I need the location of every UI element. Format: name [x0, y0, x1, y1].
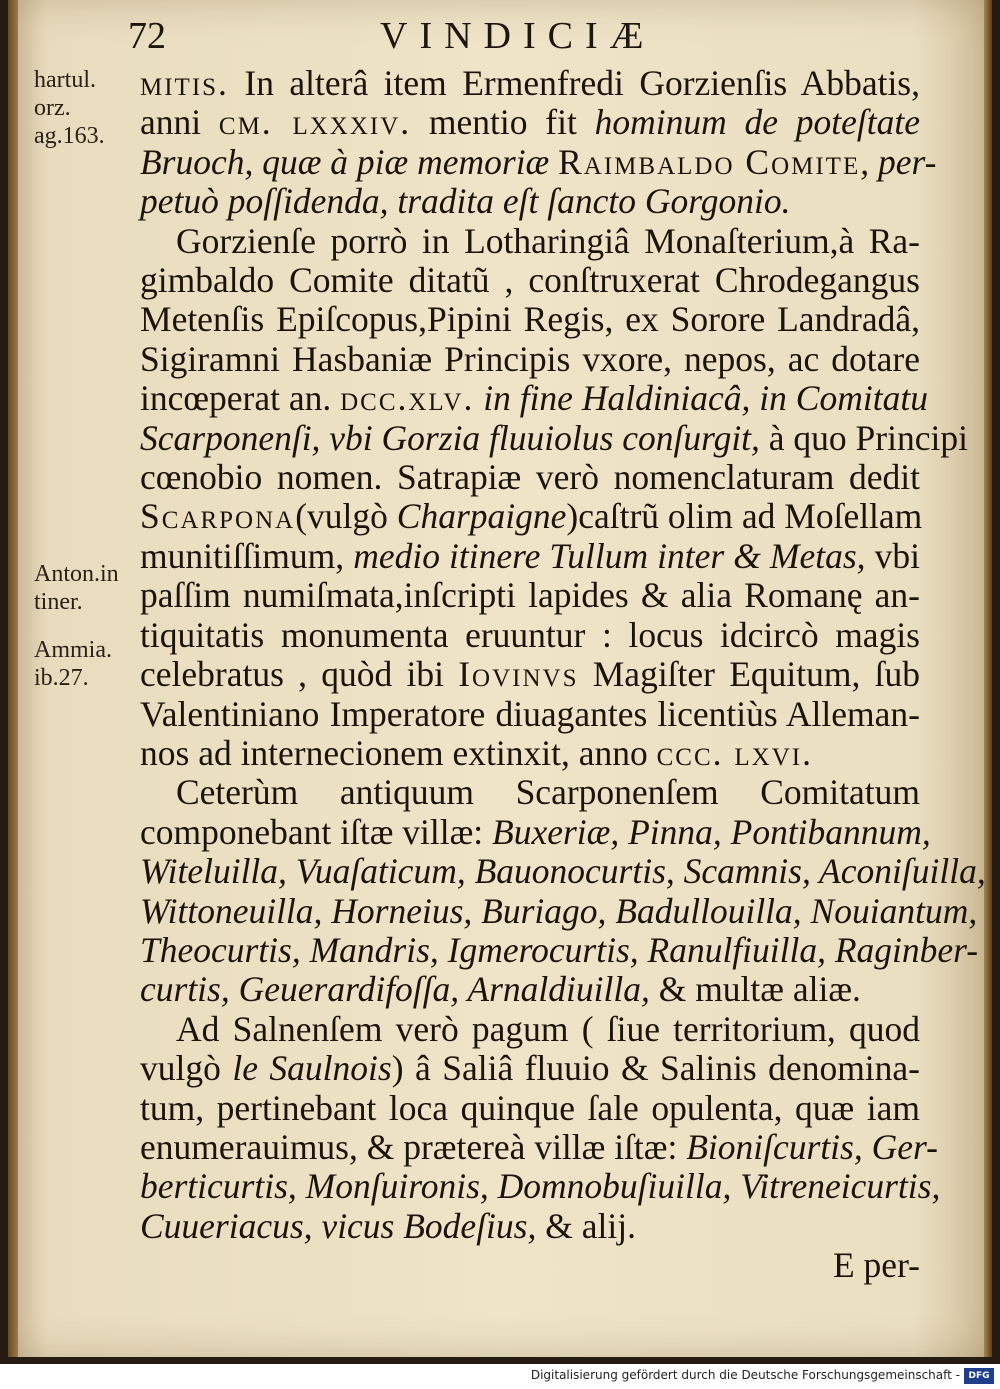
catchword	[140, 1246, 920, 1285]
text-line	[140, 929, 979, 970]
text-segment: componebant iſtæ villæ:	[140, 811, 493, 852]
text-line	[140, 1207, 920, 1246]
page-header	[0, 14, 1000, 62]
text-line	[140, 496, 923, 537]
text-segment: Magiſter Equitum, ſub	[578, 654, 920, 695]
text-segment: hominum de poteſtate	[594, 102, 921, 143]
text-segment: Charpaigne	[396, 496, 567, 537]
text-line	[140, 537, 920, 576]
text-segment: gimbaldo Comite ditatũ , conſtruxerat Chrodegangus	[140, 260, 920, 301]
text-segment: Gorzienſe porrò in Lotharingiâ Monaſterium,à Ra-	[176, 220, 920, 261]
text-line	[140, 695, 920, 734]
running-title: VINDICIÆ	[380, 15, 656, 57]
text-line	[140, 340, 920, 379]
margin-note: Ammia. ib.27.	[34, 637, 112, 691]
dfg-logo-icon: DFG	[964, 1368, 994, 1384]
text-line	[140, 811, 931, 852]
text-segment: & alij.	[536, 1205, 636, 1246]
text-line	[140, 417, 968, 458]
text-segment: vbi	[865, 535, 920, 576]
text-segment: Ad Salnenſem verò pagum ( ſiue territorium, quod	[176, 1008, 920, 1049]
text-segment: cœnobio nomen. Satrapiæ verò nomenclaturam dedit	[140, 457, 920, 498]
text-segment: in fine Haldiniacâ, in Comitatu	[474, 378, 928, 419]
text-segment: Ceterùm antiquum Scarponenſem Comitatum	[176, 772, 920, 813]
text-segment: Witeluilla, Vuaſaticum, Bauonocurtis, Scamnis, Aconiſuilla,	[140, 851, 986, 892]
text-line	[140, 970, 920, 1009]
digitization-footer	[0, 1364, 1000, 1389]
text-segment: enumerauimus, & prætereà villæ iſtæ:	[140, 1126, 687, 1167]
text-segment: munitiſſimum,	[140, 535, 354, 576]
text-line	[140, 576, 920, 615]
text-segment: ccc. lxvi.	[656, 732, 813, 773]
text-line	[140, 378, 928, 419]
text-line	[140, 103, 920, 142]
text-line	[140, 458, 920, 497]
text-segment: medio itinere Tullum inter & Metas,	[353, 535, 866, 576]
text-segment: Valentiniano Imperatore diuagantes licentiùs Alleman-	[140, 693, 920, 734]
text-segment: le Saulnois	[232, 1048, 392, 1089]
text-segment: Sigiramni Hasbaniæ Principis vxore, nepos, ac dotare	[140, 338, 920, 379]
text-segment: (vulgò	[295, 496, 397, 537]
text-line	[140, 1010, 920, 1049]
text-segment: curtis, Geuerardifoſſa, Arnaldiuilla,	[140, 969, 650, 1010]
text-segment: Bruoch, quæ à piæ memoriæ	[140, 141, 559, 182]
text-segment: anni	[140, 102, 219, 143]
text-line	[140, 1049, 920, 1088]
main-text-block	[140, 63, 986, 1286]
text-segment: Metenſis Epiſcopus,Pipini Regis, ex Sorore Landradâ,	[140, 299, 920, 340]
text-segment: mitis.	[140, 63, 229, 103]
text-segment: Theocurtis, Mandris, Igmerocurtis, Ranulfiuilla, Raginber-	[140, 929, 979, 970]
margin-note: hartul. orz. ag.163.	[34, 67, 105, 149]
text-line	[140, 300, 920, 339]
text-segment: , per-	[860, 141, 937, 182]
footer-credit: Digitalisierung gefördert durch die Deutsche Forschungsgemeinschaft -	[530, 1368, 960, 1382]
text-segment: & multæ aliæ.	[649, 969, 861, 1010]
text-segment: ) â Saliâ fluuio & Salinis denomina-	[391, 1048, 920, 1089]
text-segment: )caſtrũ olim ad Moſellam	[566, 496, 923, 537]
text-line	[140, 1089, 920, 1128]
page-number: 72	[128, 15, 166, 57]
text-line	[140, 616, 920, 655]
text-segment: tum, pertinebant loca quinque ſale opulenta, quæ iam	[140, 1087, 920, 1128]
text-segment: nos ad internecionem extinxit, anno	[140, 732, 657, 773]
page-right-edge	[984, 0, 992, 1357]
page-left-edge	[8, 0, 18, 1357]
text-segment: Wittoneuilla, Horneius, Buriago, Badullouilla, Nouiantum,	[140, 890, 978, 931]
text-segment: dcc.xlv.	[340, 378, 475, 419]
text-segment: petuò poſſidenda, tradita eſt ſancto Gorgonio.	[140, 181, 791, 222]
text-line	[140, 261, 920, 300]
text-segment: cm. lxxxiv.	[218, 102, 412, 143]
text-segment: Bioniſcurtis, Ger-	[686, 1126, 938, 1167]
text-segment: à quo Principi	[759, 417, 968, 458]
text-segment: E per-	[833, 1245, 920, 1286]
text-line	[140, 655, 920, 694]
text-segment: Scarpona	[140, 496, 296, 537]
text-segment: vulgò	[140, 1048, 233, 1089]
margin-note: Anton.in tiner.	[34, 561, 119, 615]
text-segment: tiquitatis monumenta eruuntur : locus idcircò magis	[140, 614, 920, 655]
text-line	[140, 773, 920, 812]
text-segment: Raimbaldo Comite	[558, 141, 861, 182]
text-line	[140, 1126, 938, 1167]
text-line	[140, 182, 920, 221]
text-line	[140, 734, 920, 773]
text-segment: berticurtis, Monſuironis, Domnobuſiuilla, Vitreneicurtis,	[140, 1166, 941, 1207]
text-segment: In alterâ item Ermenfredi Gorzienſis Abbatis,	[228, 63, 920, 103]
text-line	[140, 890, 978, 931]
text-segment: Buxeriæ, Pinna, Pontibannum,	[492, 811, 931, 852]
text-segment: celebratus , quòd ibi	[140, 654, 459, 695]
text-segment: Iovinvs	[458, 654, 579, 695]
text-line	[140, 222, 920, 261]
text-segment: Scarponenſi, vbi Gorzia fluuiolus conſurgit,	[140, 417, 760, 458]
text-line	[140, 141, 937, 182]
text-segment: Cuueriacus, vicus Bodeſius,	[140, 1205, 537, 1246]
text-line	[140, 1166, 941, 1207]
text-segment: incœperat an.	[140, 378, 341, 419]
text-segment: paſſim numiſmata,inſcripti lapides & alia Romanę an-	[140, 575, 920, 616]
text-segment: mentio fit	[411, 102, 595, 143]
text-line	[140, 64, 920, 103]
text-line	[140, 851, 986, 892]
